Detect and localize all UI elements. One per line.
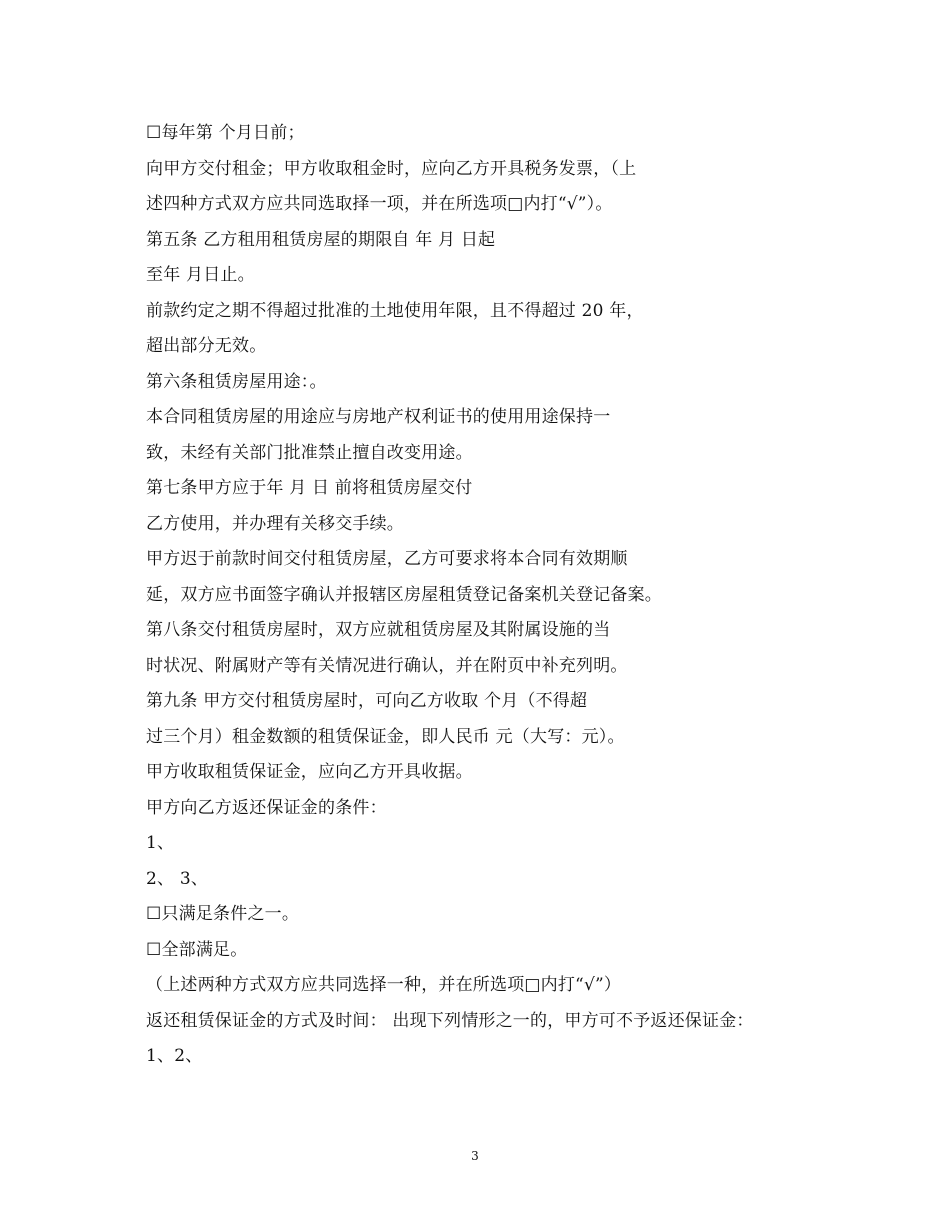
article-6-heading: 第六条租赁房屋用途：。 [146, 371, 327, 392]
text-line: 超出部分无效。 [146, 336, 267, 356]
text-line: 甲方向乙方返还保证金的条件： [146, 797, 387, 818]
text-line: 本合同租赁房屋的用途应与房地产权利证书的使用用途保持一 [146, 407, 611, 427]
text-line: 时状况、附属财产等有关情况进行确认，并在附页中补充列明。 [146, 655, 628, 676]
list-item: 2、 3、 [146, 868, 209, 889]
text-line: 向甲方交付租金；甲方收取租金时，应向乙方开具税务发票，（上 [146, 158, 637, 179]
text-line: 甲方迟于前款时间交付租赁房屋，乙方可要求将本合同有效期顺 [146, 549, 628, 569]
text-line: ☐每年第 个月日前； [146, 123, 305, 143]
checkbox-option-line: ☐全部满足。 [146, 939, 248, 960]
text-line: 乙方使用，并办理有关移交手续。 [146, 513, 404, 534]
article-9-heading: 第九条 甲方交付租赁房屋时，可向乙方收取 个月（不得超 [146, 691, 588, 711]
text-line: 延，双方应书面签字确认并报辖区房屋租赁登记备案机关登记备案。 [146, 584, 662, 605]
article-8-heading: 第八条交付租赁房屋时，双方应就租赁房屋及其附属设施的当 [146, 620, 611, 640]
page-number: 3 [471, 1149, 479, 1163]
article-5-heading: 第五条 乙方租用租赁房屋的期限自 年 月 日起 [146, 229, 496, 250]
document-body [146, 116, 826, 1075]
checkbox-option-line: ☐只满足条件之一。 [146, 904, 300, 924]
text-line: 至年 月日止。 [146, 265, 255, 285]
list-item: 1、 [146, 833, 175, 853]
list-item: 1、2、 [146, 1046, 203, 1066]
text-line: （上述两种方式双方应共同选择一种，并在所选项□内打“√”） [146, 975, 622, 995]
text-line: 过三个月）租金数额的租赁保证金，即人民币 元（大写：元）。 [146, 726, 625, 747]
text-line: 述四种方式双方应共同选取择一项，并在所选项□内打“√”）。 [146, 194, 613, 214]
text-line: 前款约定之期不得超过批准的土地使用年限，且不得超过 20 年， [146, 300, 644, 321]
article-7-heading: 第七条甲方应于年 月 日 前将租赁房屋交付 [146, 478, 473, 498]
text-line: 致，未经有关部门批准禁止擅自改变用途。 [146, 442, 473, 463]
text-line: 返还租赁保证金的方式及时间： 出现下列情形之一的，甲方可不予返还保证金： [146, 1010, 754, 1031]
text-line: 甲方收取租赁保证金，应向乙方开具收据。 [146, 762, 473, 782]
